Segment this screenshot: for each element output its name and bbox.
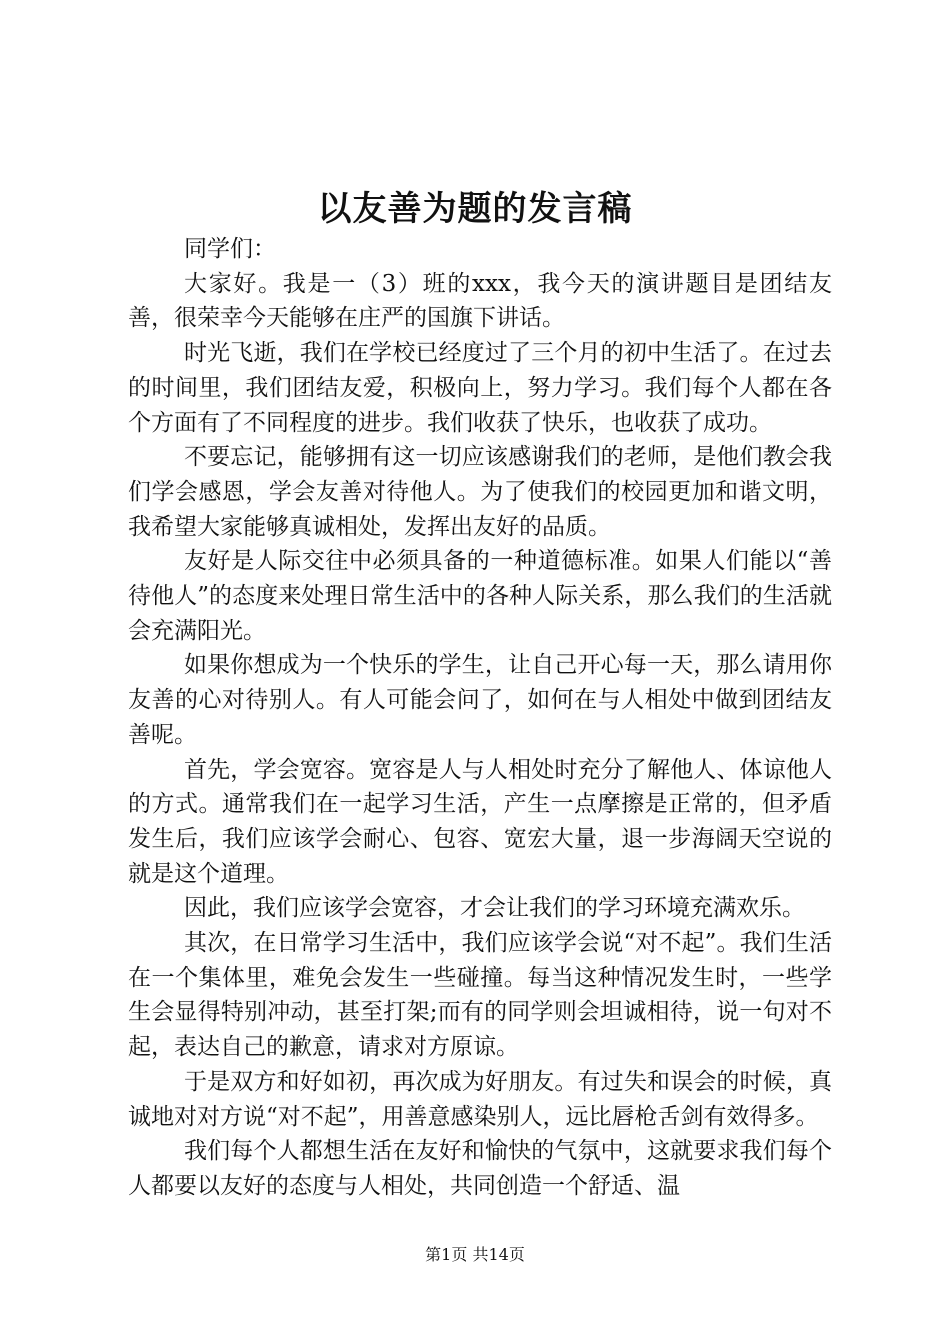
paragraph: 其次，在日常学习生活中，我们应该学会说“对不起”。我们生活在一个集体里，难免会发生一些碰撞。每当这种情况发生时，一些学生会显得特别冲动，甚至打架;而有的同学则会坦诚相待，说一句对不起，表达自己的歉意，请求对方原谅。 — [128, 930, 832, 1061]
paragraph: 友好是人际交往中必须具备的一种道德标准。如果人们能以“善待他人”的态度来处理日常生活中的各种人际关系，那么我们的生活就会充满阳光。 — [128, 548, 832, 644]
page-total: 共14页 — [472, 1245, 525, 1264]
paragraph: 我们每个人都想生活在友好和愉快的气氛中，这就要求我们每个人都要以友好的态度与人相处，共同创造一个舒适、温 — [128, 1138, 832, 1199]
paragraph: 不要忘记，能够拥有这一切应该感谢我们的老师，是他们教会我们学会感恩，学会友善对待他人。为了使我们的校园更加和谐文明，我希望大家能够真诚相处，发挥出友好的品质。 — [128, 444, 832, 540]
paragraph: 大家好。我是一（3）班的xxx，我今天的演讲题目是团结友善，很荣幸今天能够在庄严的国旗下讲话。 — [128, 270, 832, 332]
paragraph: 如果你想成为一个快乐的学生，让自己开心每一天，那么请用你友善的心对待别人。有人可能会问了，如何在与人相处中做到团结友善呢。 — [128, 652, 832, 748]
paragraph-salutation: 同学们： — [184, 236, 276, 262]
document-title: 以友善为题的发言稿 — [317, 189, 633, 229]
paragraph: 首先，学会宽容。宽容是人与人相处时充分了解他人、体谅他人的方式。通常我们在一起学习生活，产生一点摩擦是正常的，但矛盾发生后，我们应该学会耐心、包容、宽宏大量，退一步海阔天空说的就是这个道理。 — [128, 756, 832, 887]
paragraph: 因此，我们应该学会宽容，才会让我们的学习环境充满欢乐。 — [184, 895, 805, 922]
document-body — [128, 232, 832, 1204]
page-number: 第1页 — [425, 1245, 468, 1264]
paragraph: 于是双方和好如初，再次成为好朋友。有过失和误会的时候，真诚地对对方说“对不起”，用善意感染别人，远比唇枪舌剑有效得多。 — [128, 1068, 832, 1130]
paragraph: 时光飞逝，我们在学校已经度过了三个月的初中生活了。在过去的时间里，我们团结友爱，积极向上，努力学习。我们每个人都在各个方面有了不同程度的进步。我们收获了快乐，也收获了成功。 — [128, 340, 832, 436]
page-footer — [0, 1244, 950, 1266]
